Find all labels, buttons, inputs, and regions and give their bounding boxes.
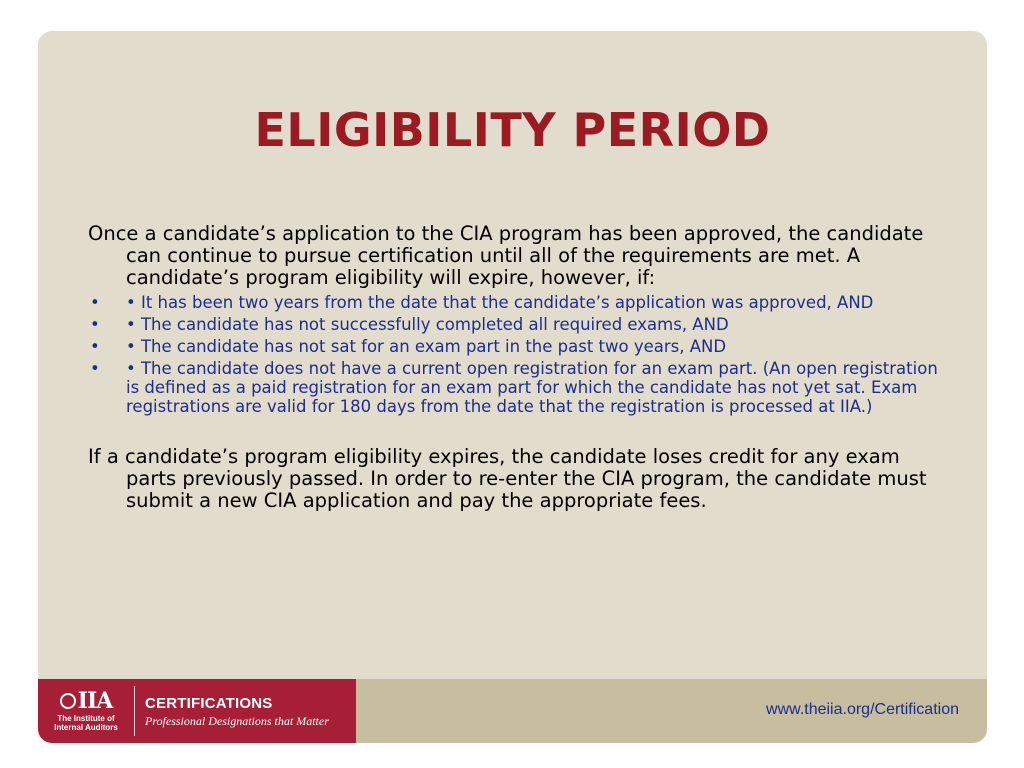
closing-paragraph: If a candidate’s program eligibility expires, the candidate loses credit for any exam parts previously passed. In order to re-enter the CIA program, the candidate must submit a new CIA application and pay the appropriate fees. — [88, 445, 927, 512]
certifications-title: CERTIFICATIONS — [145, 694, 273, 712]
list-item — [88, 315, 948, 334]
list-item-text: • The candidate has not successfully completed all required exams, AND — [126, 315, 729, 334]
footer-brand-block — [38, 679, 356, 743]
slide-title: ELIGIBILITY PERIOD — [254, 103, 771, 157]
list-item — [88, 293, 948, 312]
iia-logo-text: The Institute of Internal Auditors — [54, 714, 118, 732]
bullet-marker: • — [90, 359, 100, 378]
bullet-marker: • — [90, 337, 100, 356]
list-item-text: • The candidate does not have a current open registration for an exam part. (An open registration is defined as a paid registration for an exam part for which the candidate has not yet sat. Exam registrations are valid for 180 days from the date that the registration is processed at IIA.) — [126, 359, 938, 416]
certifications-subtitle: Professional Designations that Matter — [145, 713, 329, 728]
globe-icon — [60, 693, 76, 709]
footer-bar — [38, 679, 987, 743]
iia-logo-mark: IIA — [60, 690, 113, 712]
iia-logo — [38, 679, 134, 743]
bullet-marker: • — [90, 315, 100, 334]
bullet-marker: • — [90, 293, 100, 312]
slide-panel — [38, 31, 987, 743]
eligibility-conditions-list — [88, 293, 948, 416]
list-item — [88, 337, 948, 356]
list-item — [88, 359, 948, 416]
slide-content — [88, 223, 948, 512]
certification-url-link[interactable]: www.theiia.org/Certification — [766, 701, 959, 718]
intro-paragraph: Once a candidate’s application to the CIA program has been approved, the candidate can continue to pursue certification until all of the requirements are met. A candidate’s program eligibility will expire, however, if: — [88, 222, 924, 289]
certifications-label — [145, 695, 329, 728]
footer-divider — [134, 686, 135, 736]
list-item-text: • It has been two years from the date that the candidate’s application was approved, AND — [126, 293, 874, 312]
list-item-text: • The candidate has not sat for an exam part in the past two years, AND — [126, 337, 727, 356]
